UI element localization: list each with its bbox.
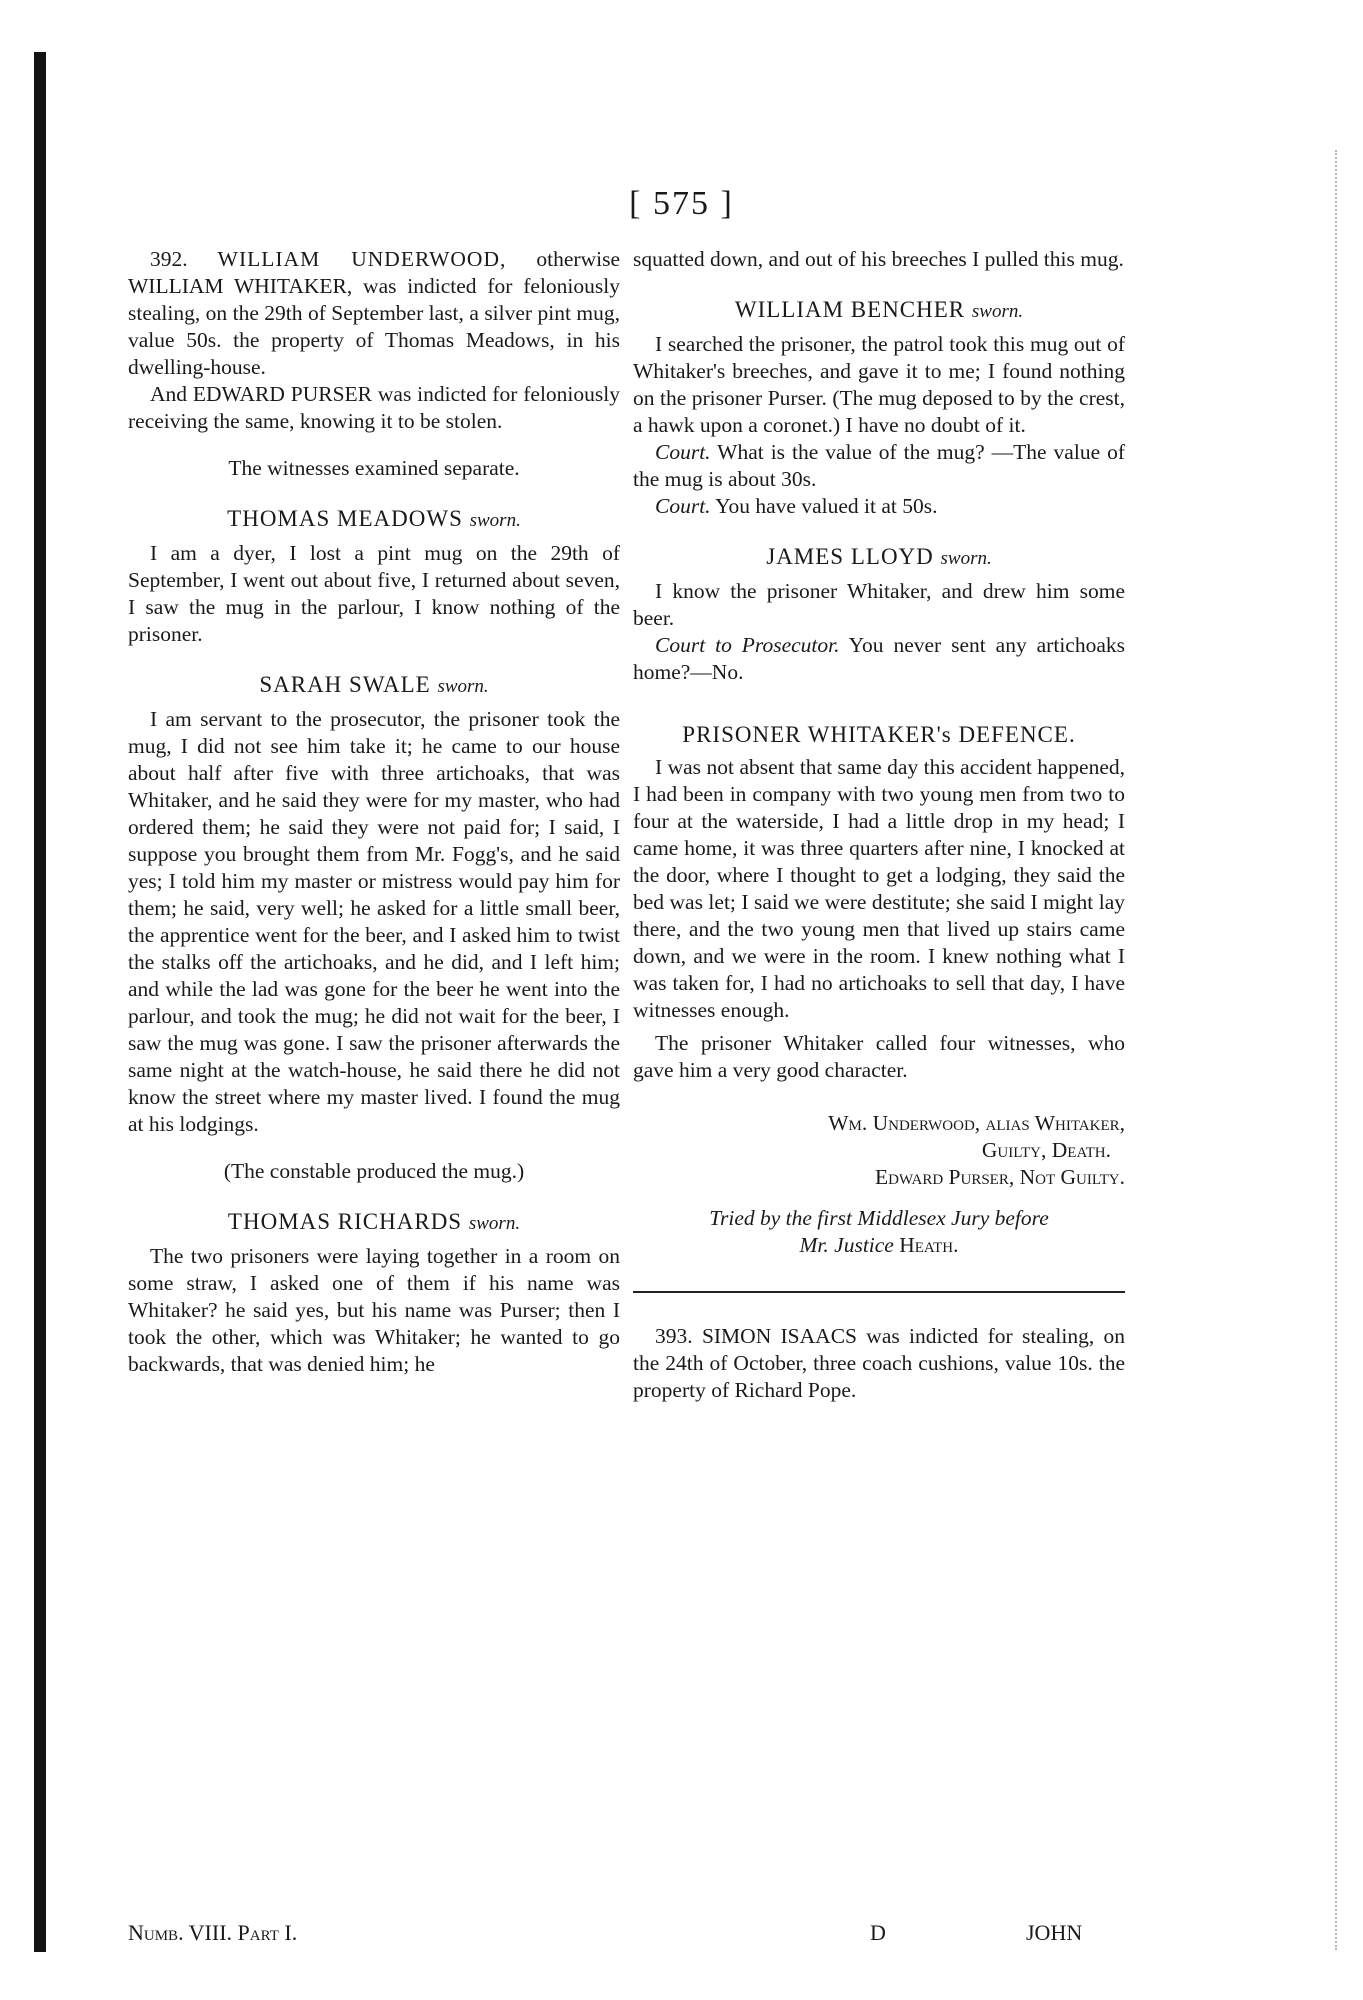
witness-heading-meadows: [128, 504, 620, 536]
page-footer: [128, 1920, 1128, 1946]
verdict-line-1: Wm. Underwood, alias Whitaker,: [828, 1111, 1125, 1135]
sworn-label: sworn.: [940, 548, 992, 569]
case-393-intro: [633, 1323, 1125, 1404]
tried-line-2: [633, 1232, 1125, 1259]
sworn-label: sworn.: [437, 676, 489, 697]
witness-name: THOMAS RICHARDS: [227, 1209, 463, 1234]
richards-testimony-continued: squatted down, and out of his breeches I pulled this mug.: [633, 247, 1124, 271]
court-to-prosecutor: [633, 632, 1125, 686]
court-label: Court.: [655, 494, 711, 518]
purser-indictment: And EDWARD PURSER was indicted for feloniously receiving the same, knowing it to be stolen.: [128, 382, 620, 433]
sworn-label: sworn.: [468, 1213, 521, 1234]
court-question-text: You have valued it at 50s.: [715, 494, 938, 518]
tried-line-1: Tried by the first Middlesex Jury before: [709, 1206, 1049, 1230]
page-number: [ 575 ]: [629, 185, 734, 222]
catchword: JOHN: [1026, 1920, 1083, 1945]
sworn-label: sworn.: [469, 510, 521, 531]
witness-heading-bencher: [633, 295, 1125, 327]
indictment-text: otherwise WILLIAM WHITAKER, was indicted for feloniously stealing, on the 29th of September last, a silver pint mug, value 50s. the property of Thomas Meadows, in his dwelling-house.: [128, 247, 620, 379]
tried-justice-label: Mr. Justice: [799, 1233, 894, 1257]
case-number: 392.: [150, 247, 188, 271]
constable-note: (The constable produced the mug.): [223, 1159, 525, 1183]
character-witnesses: The prisoner Whitaker called four witnesses, who gave him a very good character.: [633, 1031, 1125, 1082]
numb-part-label: Numb. VIII. Part I.: [128, 1920, 298, 1945]
court-label: Court to Prosecutor.: [655, 633, 840, 657]
verdict-block: [633, 1110, 1125, 1191]
witness-heading-swale: [128, 670, 620, 702]
witness-heading-lloyd: [633, 542, 1125, 574]
verdict-line-2: Guilty, Death.: [981, 1138, 1111, 1162]
swale-testimony: I am servant to the prosecutor, the prisoner took the mug, I did not see him take it; he came to our house about half after five with three artichoaks, that was Whitaker, and he said they were for my master, who had ordered them; he said they were not paid for; I said, I suppose you brought them from Mr. Fogg's, and he said yes; I told him my master or mistress would pay him for them; he said, very well; he asked for a little small beer, the apprentice went for the beer, and I asked him to twist the stalks off the artichoaks, and he did, and I left him; and while the lad was gone for the beer he went into the parlour, and took the mug; he did not wait for the beer, I saw the mug was gone. I saw the prisoner afterwards the same night at the watch-house, he said there he did not know the street where my master lived. I found the mug at his lodgings.: [128, 707, 620, 1136]
sworn-label: sworn.: [971, 301, 1024, 322]
section-divider: [633, 1291, 1125, 1293]
witnesses-note: The witnesses examined separate.: [228, 456, 520, 480]
court-question-2: [633, 493, 1125, 520]
witness-name: THOMAS MEADOWS: [227, 506, 463, 531]
court-label: Court.: [655, 440, 711, 464]
court-question-1: [633, 439, 1125, 493]
witness-heading-richards: [128, 1207, 620, 1239]
witness-name: WILLIAM BENCHER: [734, 297, 966, 322]
left-column: [128, 246, 620, 1378]
witness-name: JAMES LLOYD: [766, 544, 934, 569]
defence-heading: PRISONER WHITAKER's DEFENCE.: [682, 722, 1076, 747]
court-question-text: What is the value of the mug? —The value of the mug is about 30s.: [633, 440, 1125, 491]
scan-right-margin-marks: [1335, 150, 1341, 1950]
meadows-testimony: I am a dyer, I lost a pint mug on the 29th of September, I went out about five, I returned about seven, I saw the mug in the parlour, I know nothing of the prisoner.: [128, 541, 620, 646]
defence-text: I was not absent that same day this accident happened, I had been in company with two young men from two to four at the waterside, I had a little drop in my head; I came home, it was three quarters after nine, I knocked at the door, where I thought to get a lodging, they said the bed was let; I said we were destitute; she said I might lay there, and the two young men that lived up stairs came down, and we were in the room. I knew nothing what I was taken for, I had no artichoaks to sell that day, I have witnesses enough.: [633, 755, 1125, 1022]
lloyd-testimony: I know the prisoner Whitaker, and drew him some beer.: [633, 579, 1125, 630]
case-393-text: SIMON ISAACS was indicted for stealing, on the 24th of October, three coach cushions, value 10s. the property of Richard Pope.: [633, 1324, 1126, 1402]
verdict-line-3: Edward Purser, Not Guilty.: [875, 1165, 1125, 1189]
richards-testimony: The two prisoners were laying together in a room on some straw, I asked one of them if his name was Whitaker? he said yes, but his name was Purser; then I took the other, which was Whitaker; he wanted to go backwards, that was denied him; he: [128, 1244, 620, 1376]
court-question-text: You never sent any artichoaks home?—No.: [633, 633, 1125, 684]
witness-name: SARAH SWALE: [259, 672, 431, 697]
scan-edge-shadow: [34, 52, 46, 1952]
tried-justice-name: Heath.: [899, 1233, 959, 1257]
defendant-name: WILLIAM UNDERWOOD,: [217, 247, 507, 271]
case-number: 393.: [655, 1324, 693, 1348]
right-column: [633, 246, 1125, 1404]
signature-mark: D: [870, 1920, 886, 1945]
bencher-testimony: I searched the prisoner, the patrol took this mug out of Whitaker's breeches, and gave it to me; I found nothing on the prisoner Purser. (The mug deposed to by the crest, a hawk upon a coronet.) I have no doubt of it.: [633, 332, 1125, 437]
case-392-intro: [128, 246, 620, 381]
